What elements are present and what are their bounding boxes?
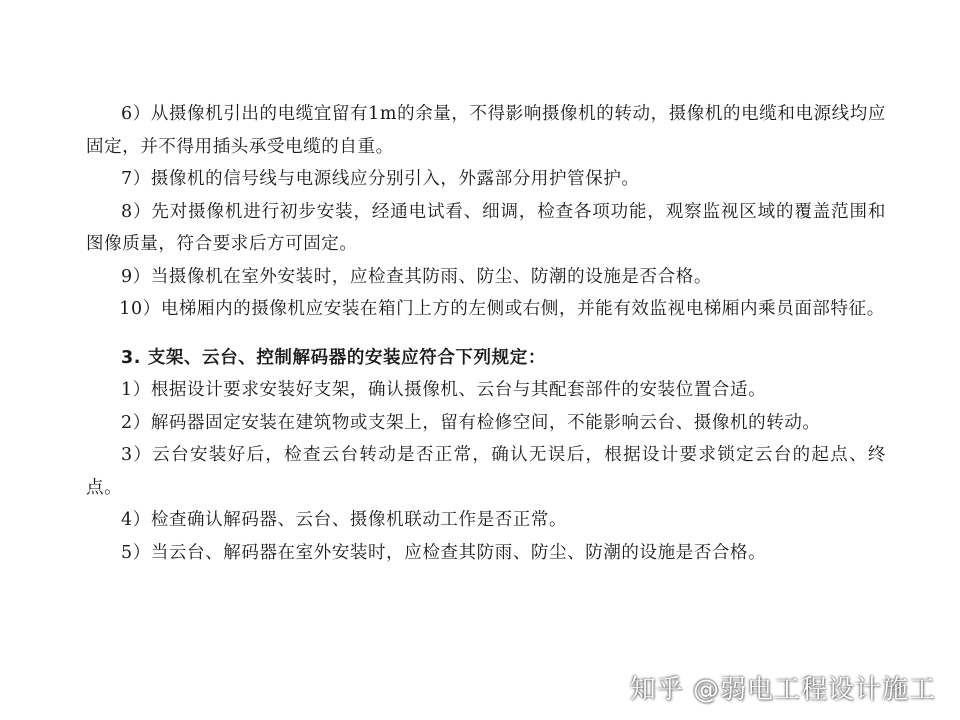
paragraph-item-6: 6）从摄像机引出的电缆宜留有1m的余量，不得影响摄像机的转动，摄像机的电缆和电源线均应固定，并不得用插头承受电缆的自重。	[86, 104, 886, 157]
document-body	[86, 98, 886, 569]
rule-item-1: 1）根据设计要求安装好支架，确认摄像机、云台与其配套部件的安装位置合适。	[121, 380, 767, 400]
section-spacer	[86, 326, 886, 342]
rule-item-5: 5）当云台、解码器在室外安装时，应检查其防雨、防尘、防潮的设施是否合格。	[121, 542, 767, 563]
paragraph-item-10: 10）电梯厢内的摄像机应安装在箱门上方的左侧或右侧，并能有效监视电梯厢内乘员面部特征。	[119, 299, 885, 319]
rule-item-4: 4）检查确认解码器、云台、摄像机联动工作是否正常。	[121, 510, 568, 530]
section-heading: 3. 支架、云台、控制解码器的安装应符合下列规定：	[121, 347, 546, 368]
rule-item-2: 2）解码器固定安装在建筑物或支架上，留有检修空间，不能影响云台、摄像机的转动。	[121, 412, 821, 433]
watermark-text: 知乎 @弱电工程设计施工	[629, 675, 936, 705]
paragraph-item-8: 8）先对摄像机进行初步安装，经通电试看、细调，检查各项功能，观察监视区域的覆盖范围和图像质量，符合要求后方可固定。	[86, 201, 886, 254]
rule-item-3: 3）云台安装好后，检查云台转动是否正常，确认无误后，根据设计要求锁定云台的起点、终点。	[86, 445, 886, 498]
paragraph-item-7: 7）摄像机的信号线与电源线应分别引入，外露部分用护管保护。	[121, 169, 640, 189]
paragraph-item-9: 9）当摄像机在室外安装时，应检查其防雨、防尘、防潮的设施是否合格。	[121, 266, 712, 287]
